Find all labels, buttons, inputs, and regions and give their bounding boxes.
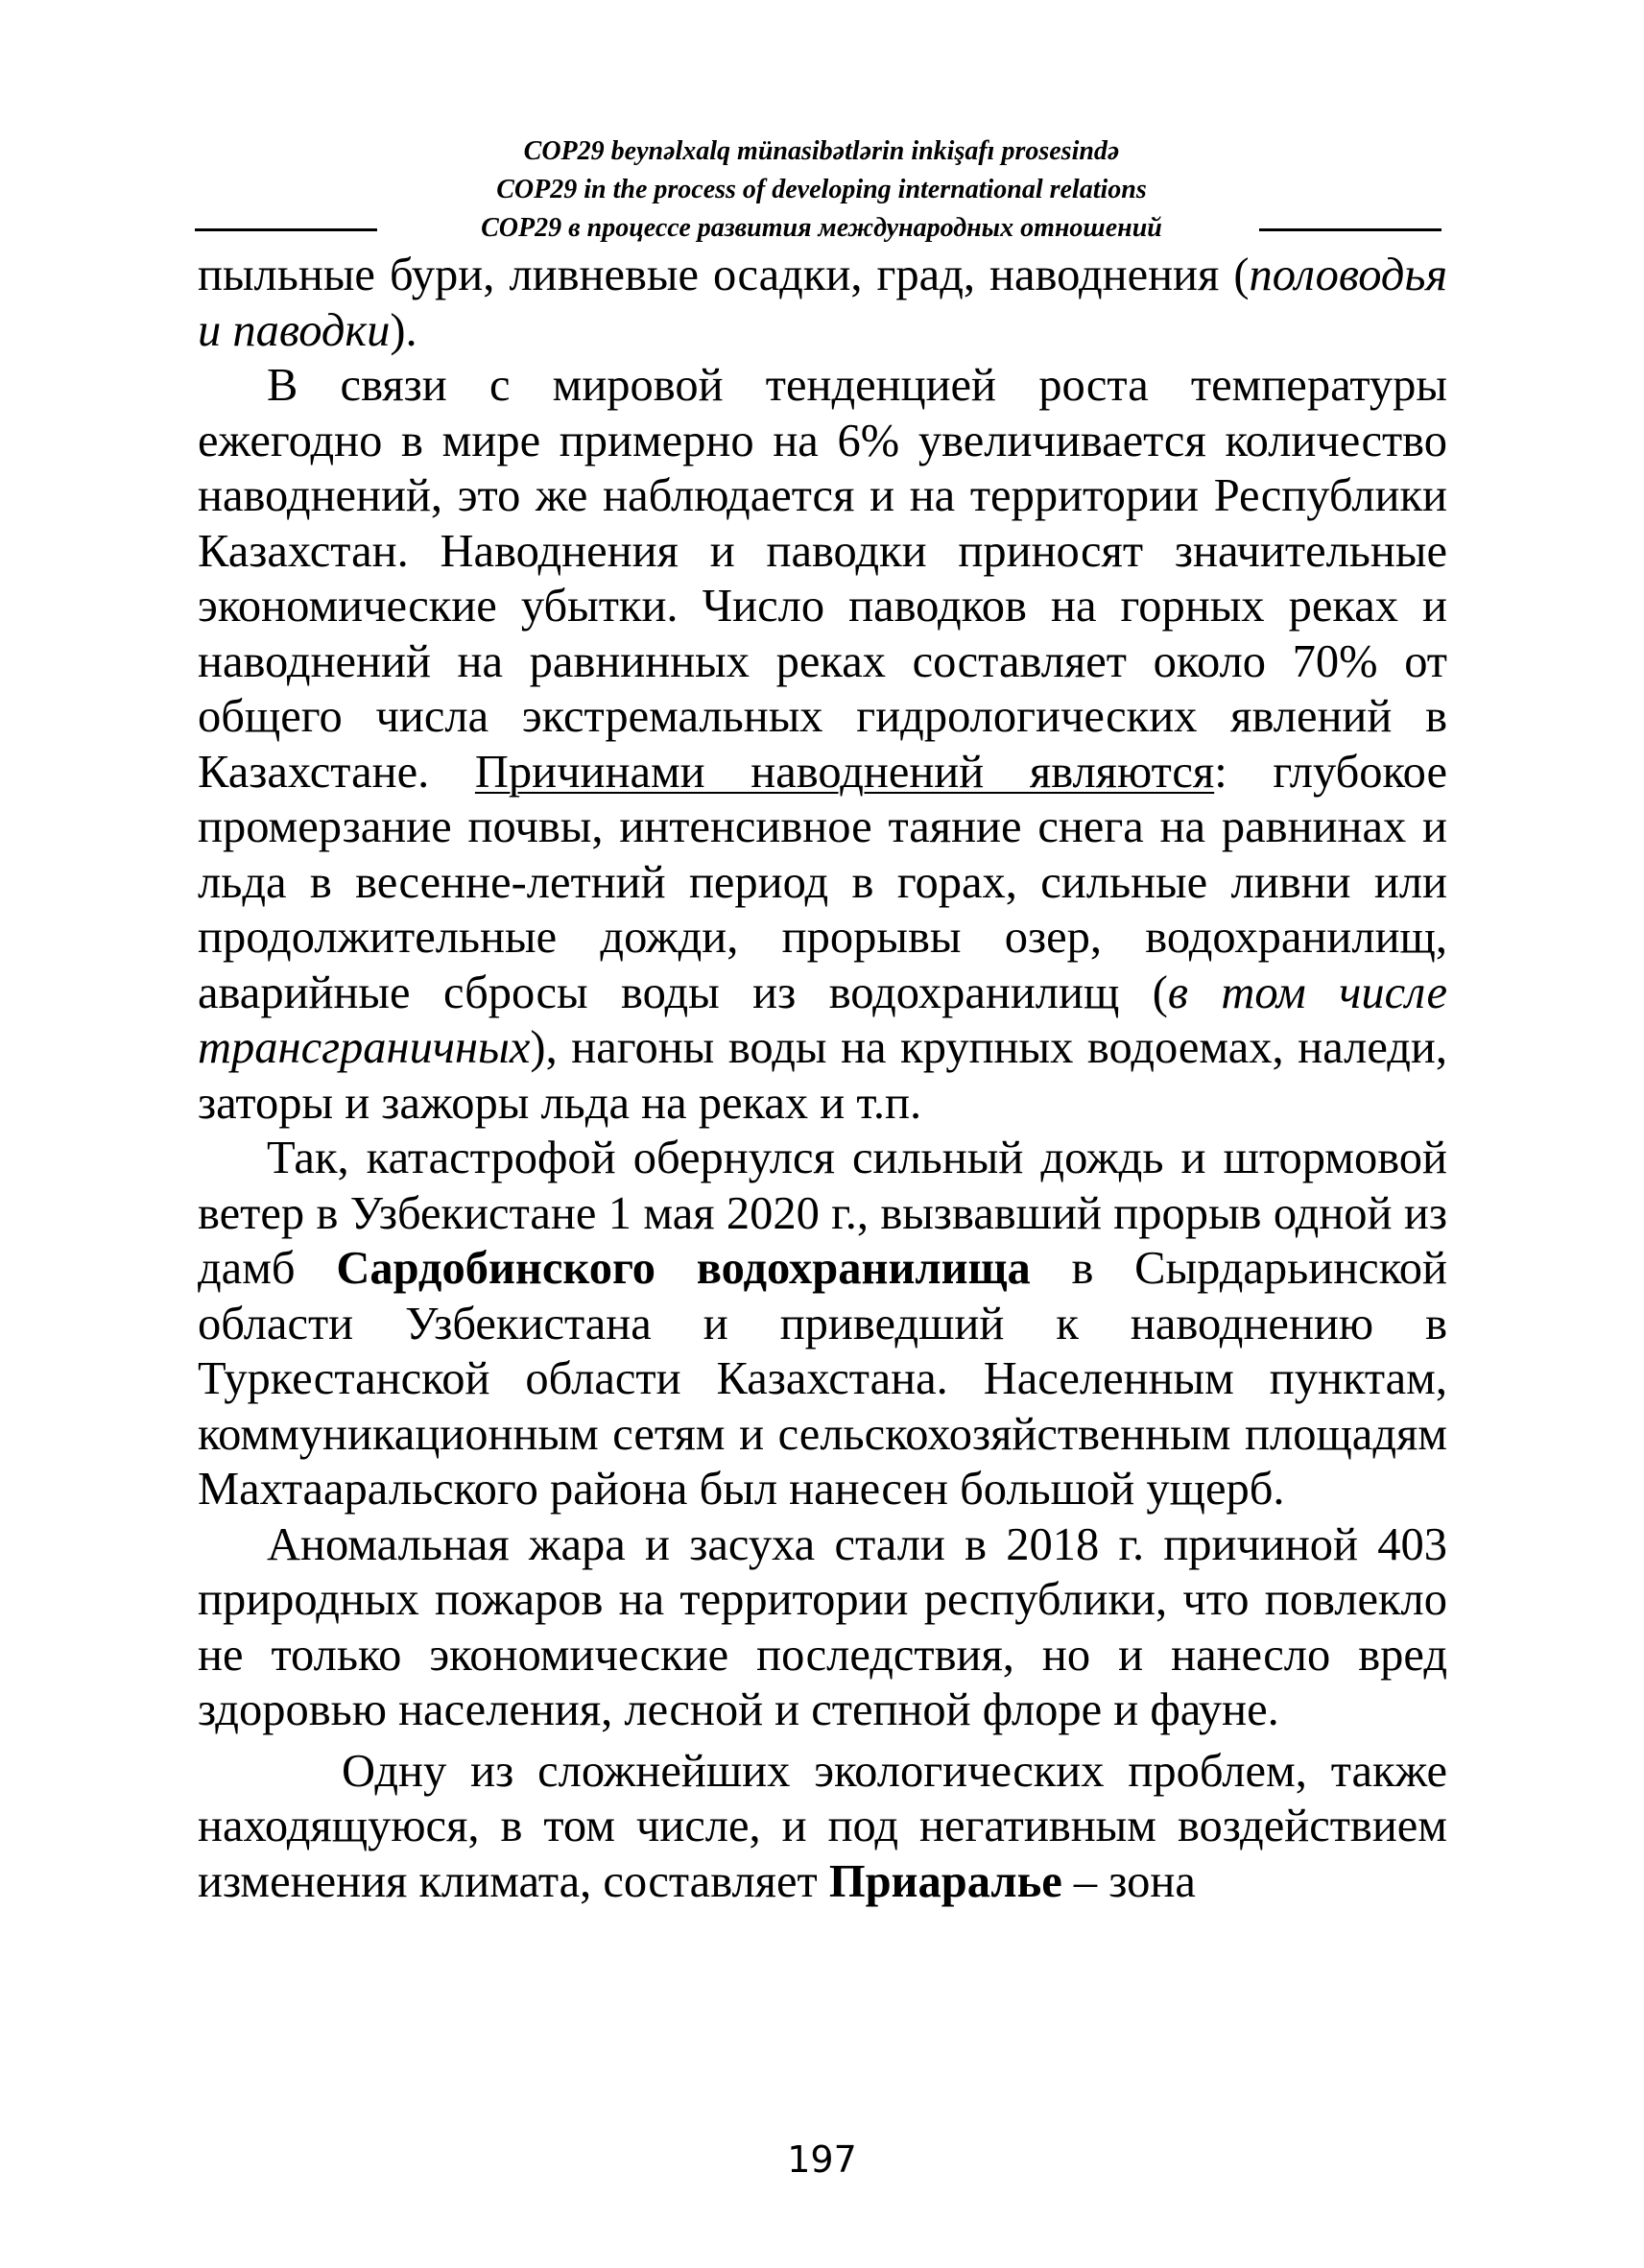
header-line-russian: COP29 в процессе развития международных отношений	[481, 213, 1162, 243]
paragraph-wildfires	[198, 1517, 1447, 1738]
text-run: В связи с мировой тенденцией роста температуры ежегодно в мире примерно на 6% увеличивается количество наводнений, это же наблюдается и на территории Республики Казахстан. Наводнения и паводки приносят значительные экономические убытки. Число паводков на горных реках и наводнений на равнинных реках составляет около 70% от общего числа экстремальных гидрологических явлений в Казахстане.	[198, 360, 1447, 798]
header-line-english: COP29 in the process of developing international relations	[496, 175, 1147, 204]
text-run: ), нагоны воды на крупных водоемах, наледи, заторы и зажоры льда на реках и т.п.	[198, 1022, 1447, 1129]
text-run: в Сырдарьинской области Узбекистана и приведший к наводнению в Туркестанской области Казахстана. Населенным пунктам, коммуникационным сетям и сельскохозяйственным площадям Махтааральского района был нанесен большой ущерб.	[198, 1243, 1448, 1515]
text-run: Аномальная жара и засуха стали в 2018 г. причиной 403 природных пожаров на территории республики, что повлекло не только экономические последствия, но и нанесло вред здоровью населения, лесной и степной флоре и фауне.	[198, 1518, 1447, 1735]
text-run: : глубокое промерзание почвы, интенсивное таяние снега на равнинах и льда в весенне-летний период в горах, сильные ливни или продолжительные дожди, прорывы озер, водохранилищ, аварийные сбросы воды из водохранилищ (	[198, 746, 1447, 1018]
body-text	[198, 248, 1447, 1909]
header-line-azerbaijani: COP29 beynəlxalq münasibətlərin inkişafı prosesində	[523, 136, 1120, 166]
header-rule-right	[1259, 228, 1441, 231]
paragraph-sardoba-flood	[198, 1131, 1447, 1517]
text-run: Так, катастрофой обернулся сильный дождь и штормовой ветер в Узбекистане 1 мая 2020 г., вызвавший прорыв одной из дамб	[198, 1133, 1447, 1294]
text-run: Одну из сложнейших экологических проблем, также находящуюся, в том числе, и под негативным воздействием изменения климата, составляет	[198, 1745, 1447, 1907]
bold-text: Приаралье	[828, 1855, 1062, 1907]
bold-text: Сардобинского водохранилища	[336, 1243, 1031, 1294]
underlined-text: Причинами наводнений являются	[474, 746, 1215, 798]
text-run: – зона	[1061, 1855, 1196, 1907]
italic-text: в том числе трансграничных	[198, 967, 1447, 1073]
italic-text: половодья и паводки	[198, 250, 1447, 356]
paragraph-continuation	[198, 248, 1447, 358]
paragraph-aral-region	[198, 1744, 1447, 1910]
text-run: ).	[390, 304, 417, 356]
page-number: 197	[787, 2138, 857, 2181]
header-rule-left	[195, 228, 377, 231]
paragraph-floods	[198, 358, 1447, 1131]
text-run: пыльные бури, ливневые осадки, град, наводнения (	[198, 250, 1250, 300]
